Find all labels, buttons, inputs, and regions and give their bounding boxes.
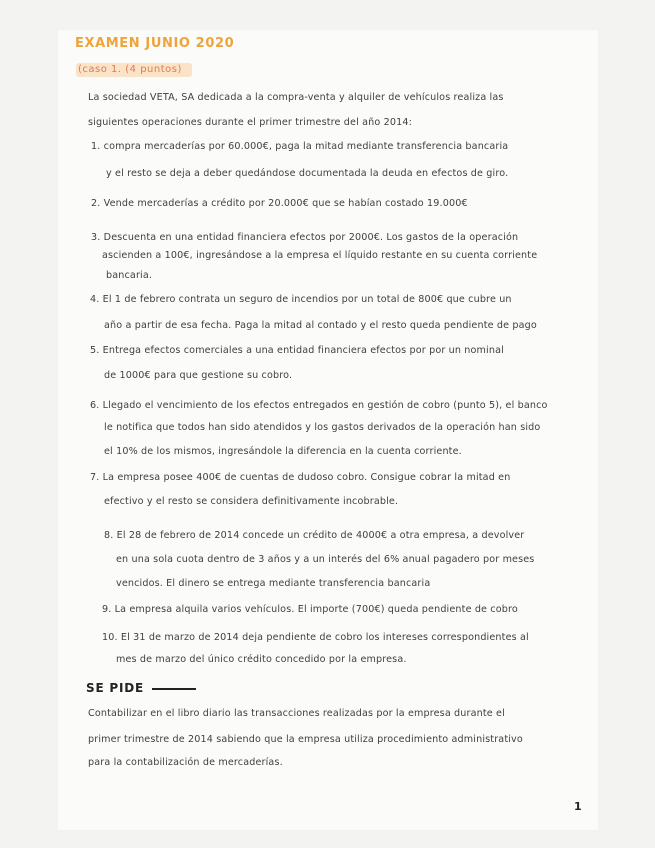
body-line: 1. compra mercaderías por 60.000€, paga la mitad mediante transferencia bancaria xyxy=(91,141,509,152)
body-line: ascienden a 100€, ingresándose a la empresa el líquido restante en su cuenta corriente xyxy=(102,250,538,261)
body-line: siguientes operaciones durante el primer trimestre del año 2014: xyxy=(88,117,412,128)
body-line: efectivo y el resto se considera definitivamente incobrable. xyxy=(104,496,399,507)
body-line: de 1000€ para que gestione su cobro. xyxy=(104,370,293,381)
body-line: mes de marzo del único crédito concedido por la empresa. xyxy=(116,654,407,665)
body-line: en una sola cuota dentro de 3 años y a un interés del 6% anual pagadero por meses xyxy=(116,554,535,565)
body-line: el 10% de los mismos, ingresándole la diferencia en la cuenta corriente. xyxy=(104,446,462,457)
body-line: bancaria. xyxy=(106,270,153,281)
body-line: 2. Vende mercaderías a crédito por 20.000€ que se habían costado 19.000€ xyxy=(91,198,468,209)
body-line: La sociedad VETA, SA dedicada a la compra-venta y alquiler de vehículos realiza las xyxy=(88,92,504,103)
se-pide-underline xyxy=(152,688,196,690)
body-line: le notifica que todos han sido atendidos y los gastos derivados de la operación han sido xyxy=(104,422,541,433)
body-line: año a partir de esa fecha. Paga la mitad al contado y el resto queda pendiente de pago xyxy=(104,320,537,331)
exam-title: EXAMEN JUNIO 2020 xyxy=(75,36,235,51)
body-line: 9. La empresa alquila varios vehículos. El importe (700€) queda pendiente de cobro xyxy=(102,604,518,615)
body-line: 7. La empresa posee 400€ de cuentas de dudoso cobro. Consigue cobrar la mitad en xyxy=(90,472,511,483)
se-pide-heading: SE PIDE xyxy=(86,681,145,695)
task-line: para la contabilización de mercaderías. xyxy=(88,757,283,768)
body-line: 10. El 31 de marzo de 2014 deja pendiente de cobro los intereses correspondientes al xyxy=(102,632,529,643)
body-line: vencidos. El dinero se entrega mediante transferencia bancaria xyxy=(116,578,431,589)
body-line: y el resto se deja a deber quedándose documentada la deuda en efectos de giro. xyxy=(106,168,509,179)
page-number: 1 xyxy=(574,800,582,813)
task-line: primer trimestre de 2014 sabiendo que la empresa utiliza procedimiento administrativo xyxy=(88,734,523,745)
body-line: 3. Descuenta en una entidad financiera efectos por 2000€. Los gastos de la operación xyxy=(91,232,519,243)
task-line: Contabilizar en el libro diario las transacciones realizadas por la empresa durante el xyxy=(88,708,505,719)
body-line: 4. El 1 de febrero contrata un seguro de incendios por un total de 800€ que cubre un xyxy=(90,294,512,305)
body-line: 8. El 28 de febrero de 2014 concede un crédito de 4000€ a otra empresa, a devolver xyxy=(104,530,525,541)
exercise-label: (caso 1. (4 puntos) xyxy=(78,64,182,75)
body-line: 5. Entrega efectos comerciales a una entidad financiera efectos por por un nominal xyxy=(90,345,504,356)
body-line: 6. Llegado el vencimiento de los efectos entregados en gestión de cobro (punto 5), el banco xyxy=(90,400,548,411)
